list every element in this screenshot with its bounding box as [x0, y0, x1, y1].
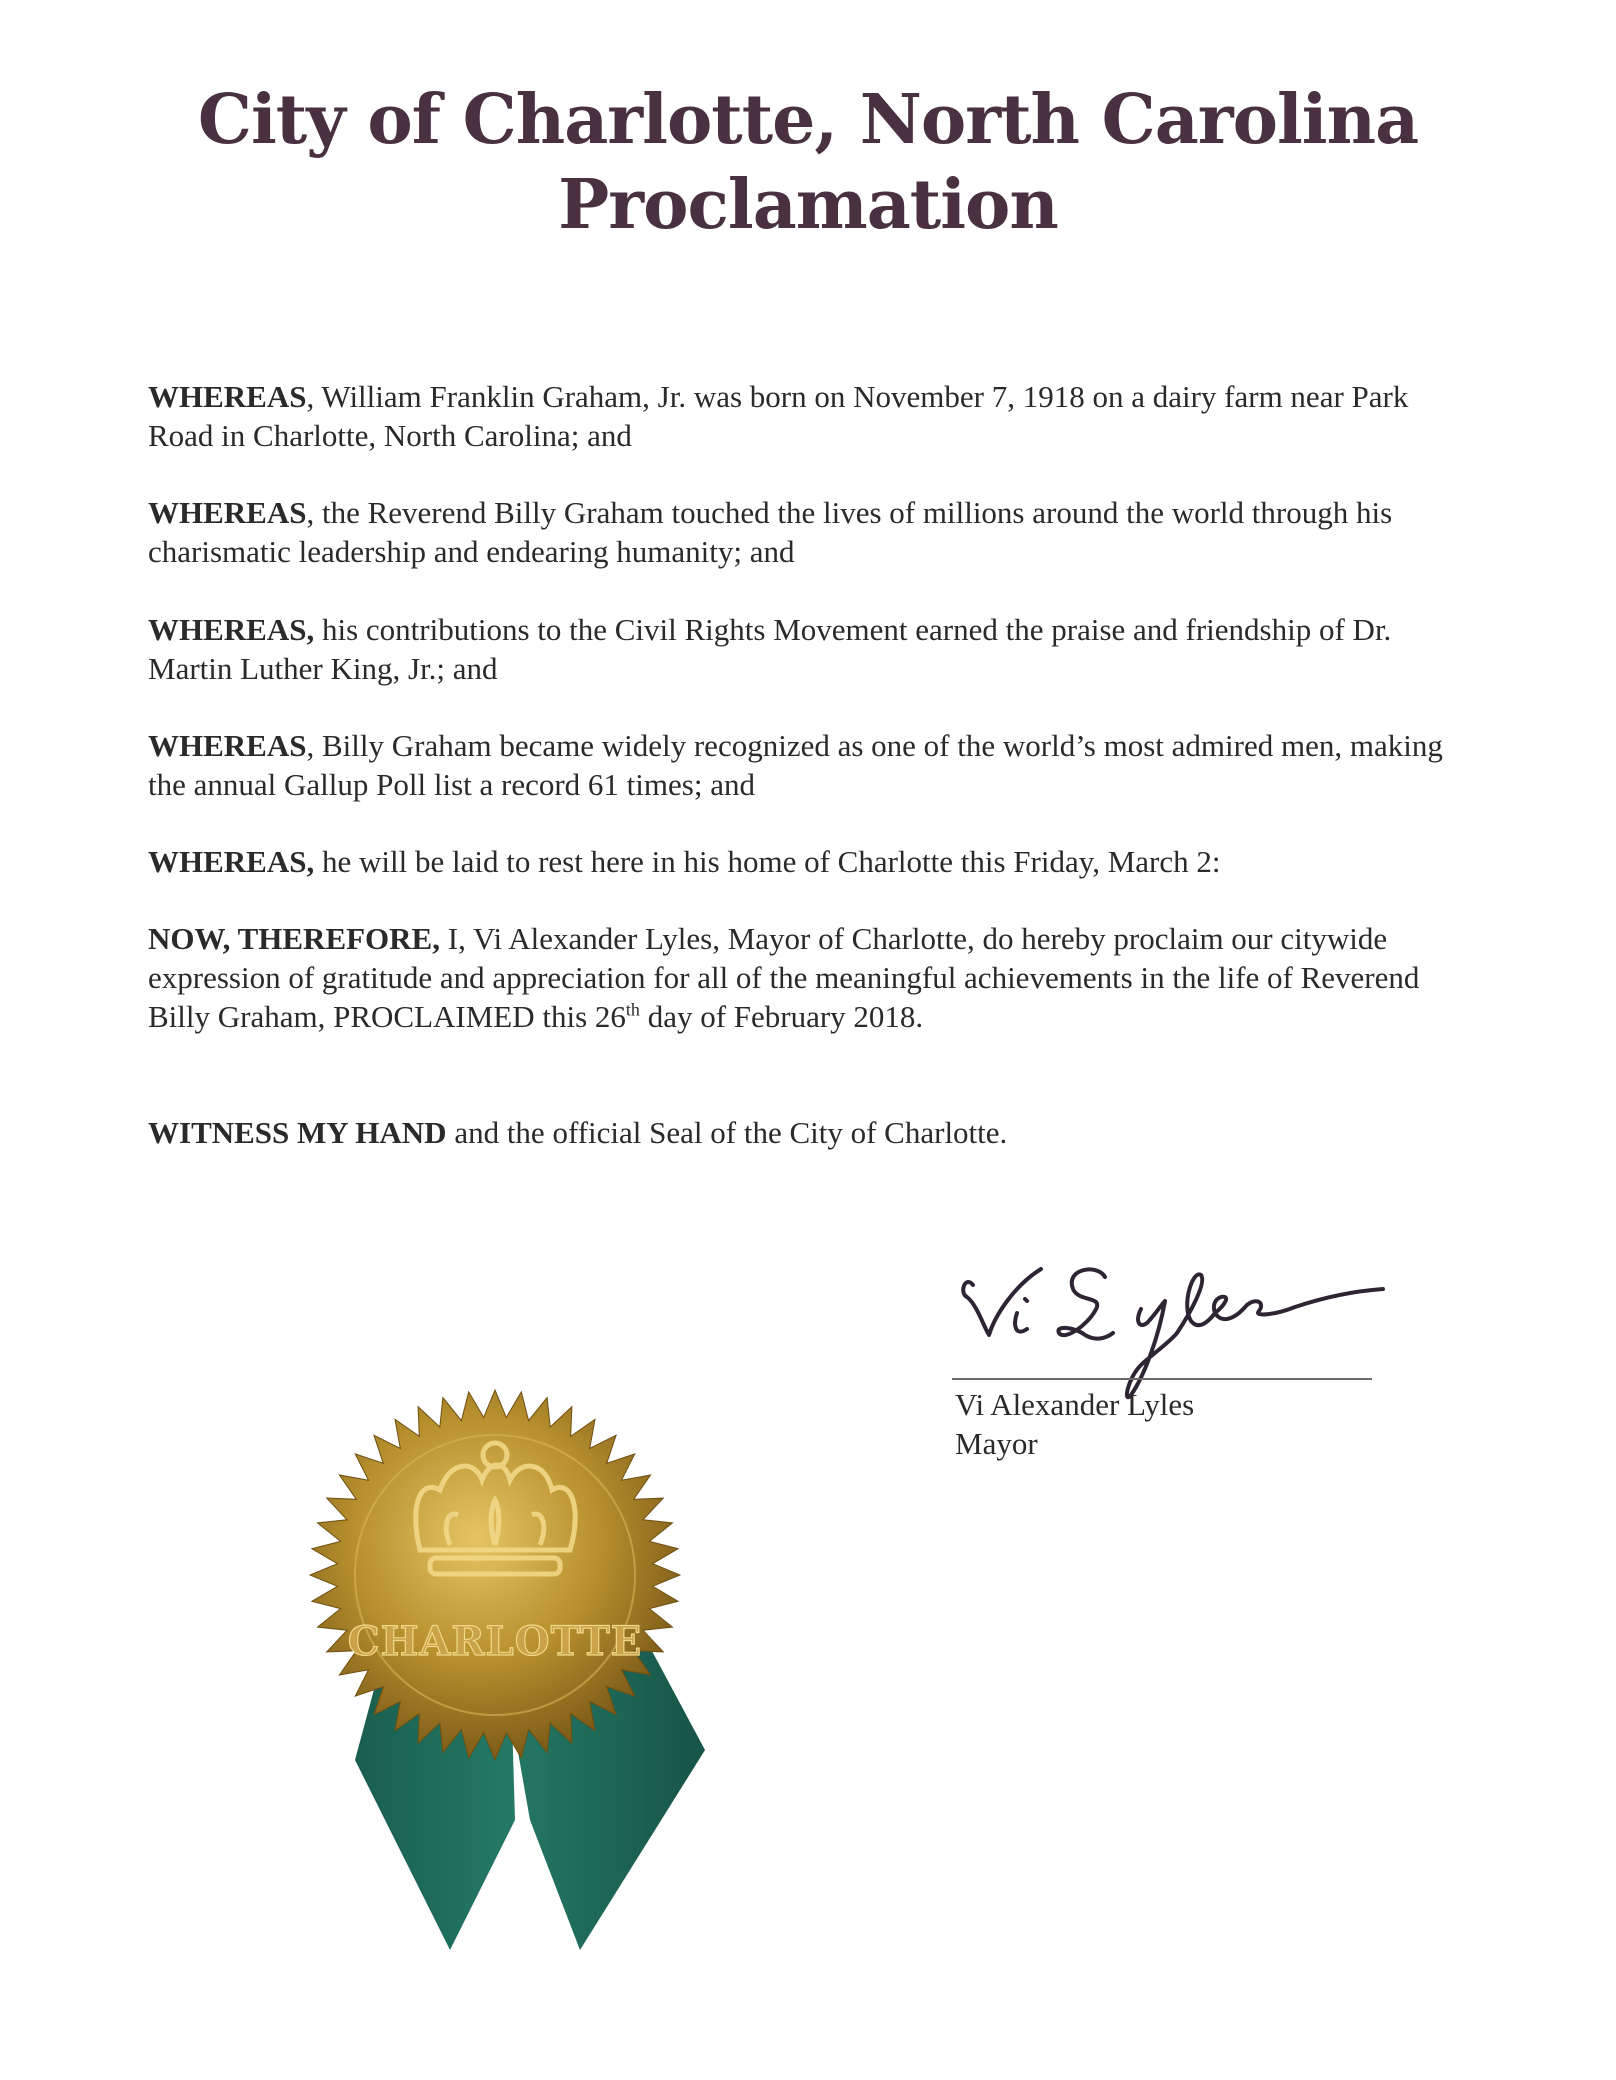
paragraph-lead: WHEREAS [148, 495, 307, 530]
document-title: City of Charlotte, North Carolina [197, 80, 1419, 160]
paragraph-text: , Billy Graham became widely recognized as one of the world’s most admired men, making the annual Gallup Poll list a record 61 times; and [148, 728, 1443, 802]
whereas-paragraph-4 [148, 726, 1458, 804]
document-subtitle: Proclamation [558, 165, 1058, 245]
paragraph-text: and the official Seal of the City of Charlotte. [446, 1115, 1008, 1150]
paragraph-lead: WHEREAS, [148, 612, 315, 647]
whereas-paragraph-2 [148, 493, 1458, 571]
whereas-paragraph-3 [148, 610, 1458, 688]
paragraph-lead: WHEREAS [148, 379, 307, 414]
paragraph-text: , William Franklin Graham, Jr. was born on November 7, 1918 on a dairy farm near Park Road in Charlotte, North Carolina; and [148, 379, 1409, 453]
ordinal-suffix: th [625, 999, 640, 1020]
paragraph-text-end: day of February 2018. [639, 999, 924, 1034]
paragraph-lead: WITNESS MY HAND [148, 1115, 447, 1150]
paragraph-lead: NOW, THEREFORE, [148, 921, 440, 956]
paragraph-lead: WHEREAS [148, 728, 307, 763]
city-seal [300, 1310, 720, 1990]
paragraph-lead: WHEREAS, [148, 844, 315, 879]
paragraph-text: his contributions to the Civil Rights Movement earned the praise and friendship of Dr. Martin Luther King, Jr.; and [148, 612, 1392, 686]
paragraph-text: he will be laid to rest here in his home of Charlotte this Friday, March 2: [314, 844, 1221, 879]
paragraph-text: I, Vi Alexander Lyles, Mayor of Charlotte, do hereby proclaim our citywide expression of gratitude and appreciation for all of the meaningful achievements in the life of Reverend Billy Graham, PROCLAIMED this 26 [148, 921, 1420, 1034]
whereas-paragraph-5 [148, 842, 1458, 881]
paragraph-text: , the Reverend Billy Graham touched the lives of millions around the world through his charismatic leadership and endearing humanity; and [148, 495, 1393, 569]
signature-line [952, 1378, 1372, 1380]
witness-paragraph [148, 1113, 1458, 1152]
now-therefore-paragraph [148, 919, 1458, 1036]
signatory-name: Vi Alexander Lyles [955, 1387, 1195, 1422]
signatory-title: Mayor [955, 1426, 1038, 1461]
seal-text: CHARLOTTE [347, 1618, 643, 1665]
whereas-paragraph-1 [148, 377, 1458, 455]
